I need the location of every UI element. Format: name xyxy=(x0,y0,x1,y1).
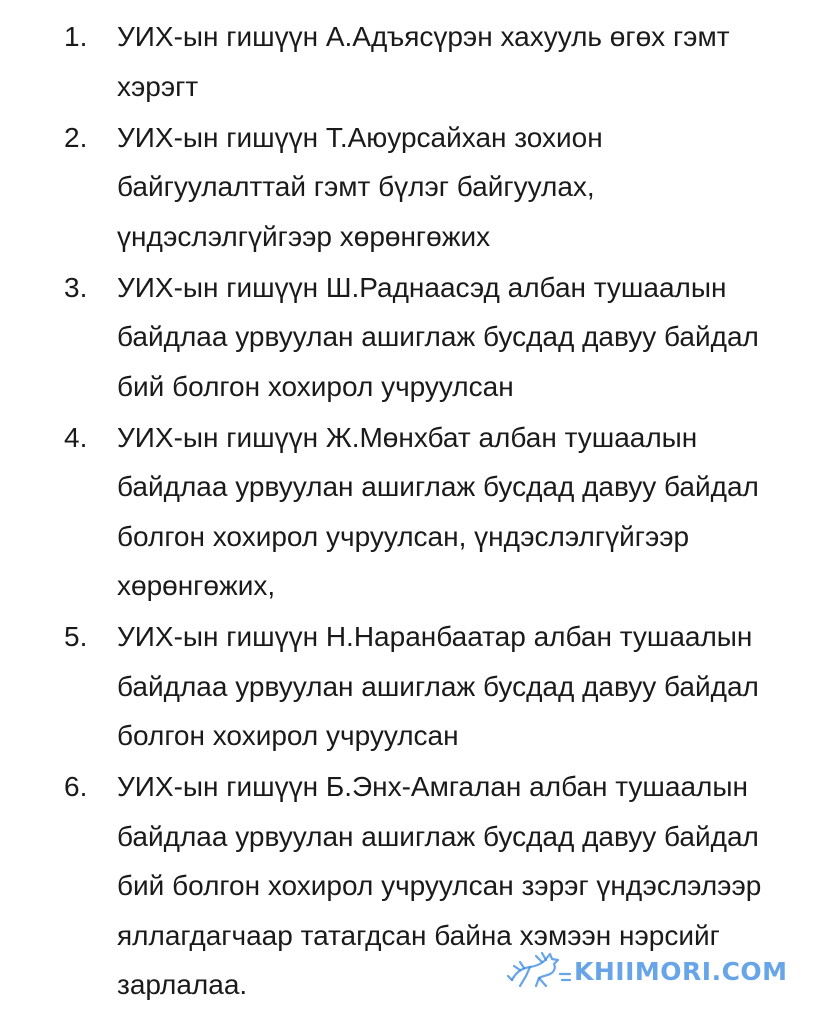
horse-icon xyxy=(506,950,572,992)
list-item-line: УИХ-ын гишүүн А.Адъясүрэн хахууль өгөх гэмт xyxy=(117,21,730,52)
list-item-line: УИХ-ын гишүүн Ш.Раднаасэд албан тушаалын xyxy=(117,271,727,303)
list-item-line: бий болгон хохирол учруулсан зэрэг үндэслэлээр xyxy=(117,870,762,901)
list-item xyxy=(0,113,825,262)
list-item xyxy=(0,12,825,111)
list-item xyxy=(0,263,825,412)
list-item-line: болгон хохирол учруулсан, үндэслэлгүйгээр xyxy=(117,520,690,552)
list-item-line: байгуулалттай гэмт бүлэг байгуулах, xyxy=(117,171,595,202)
list-item-line: хөрөнгөжих, xyxy=(117,570,276,601)
list-item-line: байдлаа урвуулан ашиглаж бусдад давуу байдал xyxy=(117,321,759,352)
list-item-text xyxy=(117,113,825,262)
list-item-line: бий болгон хохирол учруулсан xyxy=(117,370,514,402)
list-item-number: 3. xyxy=(64,271,88,303)
list-item-line: УИХ-ын гишүүн Н.Наранбаатар албан тушаалын xyxy=(117,621,753,652)
list-item-line: УИХ-ын гишүүн Б.Энх-Амгалан албан тушаалын xyxy=(117,771,748,802)
list-item-line: байдлаа урвуулан ашиглаж бусдад давуу байдал xyxy=(117,670,759,702)
list-item xyxy=(0,612,825,761)
list-item-number: 1. xyxy=(64,21,88,52)
list-item-text xyxy=(117,12,825,111)
list-item-number: 4. xyxy=(64,421,88,453)
list-item-line: УИХ-ын гишүүн Т.Аюурсайхан зохион xyxy=(117,121,603,153)
list-item xyxy=(0,413,825,611)
list-item-line: хэрэгт xyxy=(117,70,199,102)
site-watermark xyxy=(506,950,806,992)
list-item-line: зарлалаа. xyxy=(117,969,248,1000)
list-item-line: үндэслэлгүйгээр хөрөнгөжих xyxy=(117,220,491,252)
list-item-line: яллагдагчаар татагдсан байна хэмээн нэрсийг xyxy=(117,919,720,951)
list-item-line: болгон хохирол учруулсан xyxy=(117,720,459,751)
accused-list xyxy=(0,12,825,1011)
list-item-text xyxy=(117,413,825,611)
list-item-number: 2. xyxy=(64,121,88,153)
list-item-text xyxy=(117,612,825,761)
list-item-line: байдлаа урвуулан ашиглаж бусдад давуу байдал xyxy=(117,820,759,852)
list-item-line: УИХ-ын гишүүн Ж.Мөнхбат албан тушаалын xyxy=(117,421,698,453)
list-item-number: 5. xyxy=(64,621,88,652)
list-item-text xyxy=(117,263,825,412)
list-item-line: байдлаа урвуулан ашиглаж бусдад давуу байдал xyxy=(117,471,759,502)
watermark-text: KHIIMORI.COM xyxy=(574,956,788,986)
list-item-number: 6. xyxy=(64,771,88,802)
